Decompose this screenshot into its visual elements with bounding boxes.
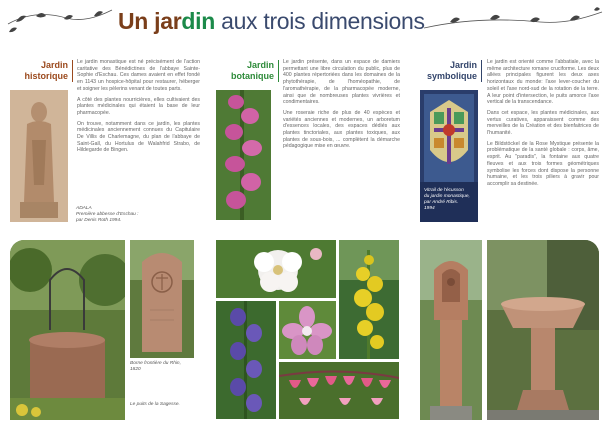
bildstockel-pillar-photo: [420, 240, 482, 420]
caption-adala: ADALA Première abbesse d'Eschau : par Denis Roth 1994.: [76, 206, 139, 223]
borne-stone-photo: [130, 240, 194, 358]
caption-puits: Le puits de la Sagesse.: [130, 402, 180, 407]
leaf-decoration-left-icon: [6, 4, 116, 38]
paradise-fountain-photo: [487, 240, 599, 420]
section-label-symbolique: Jardin symbolique: [426, 60, 477, 81]
white-flower-photo: [216, 240, 336, 298]
aconite-flower-photo: [216, 301, 276, 419]
divider-botanique: [278, 60, 279, 82]
pink-flower-photo: [279, 301, 336, 359]
mullein-flower-photo: [339, 240, 399, 359]
symbolique-text: Le jardin est orienté comme l'abbatiale, avec la même architecture romane cruciforme. Les deux allées principales figurent les deux axes horizontaux du monde: l'axe lever-coucher du soleil et l'axe nord-sud de la rotation de la terre. A leur point d'intersection, le puits amorce l'axe vertical de la transcendance. Dans cet espace, les plantes médicinales, aux vertus curatives, apparaissent comme des merveilles de la Création et des bienfaitrices de l'humanité. Le Bildstöckel de la Rose Mystique présente la problématique de la santé globale : corps, âme, esprit. Au "paradis", la fontaine aux quatre fleuves et aux trois formes géométriques symbolise les forces dont dispose la personne humaine, et les trois piliers à gravir pour accomplir sa destinée.: [487, 59, 599, 187]
caption-borne: Borne frontière du Rhin, 1820: [130, 361, 181, 372]
digitalis-flower-photo: [216, 90, 271, 220]
section-label-historique: Jardin historique: [24, 60, 68, 81]
section-label-botanique: Jardin botanique: [231, 60, 274, 81]
page-title: Un jardin aux trois dimensions: [118, 8, 425, 34]
botanique-text: Le jardin présente, dans un espace de damiers permettant une libre circulation du public, plus de 400 plantes répertoriées dans les domaines de la phytothérapie, de l'homéopathie, de l'aromathérapie, de la pharmacopée moderne, ainsi que de nombreuses plantes vivrières et condimentaires. Une roseraie riche de plus de 40 espèces et variétés anciennes et modernes, un arboretum d'essences locales, des espaces dédiés aux plantes tinctoriales, aux plantes toxiques, aux plantes de sous-bois, ... complètent la démarche pédagogique mise en œuvre.: [283, 59, 400, 150]
historique-text: Le jardin monastique est né précisément de l'action caritative des Bénédictines de l'abbaye Sainte-Sophie d'Eschau. Ces dames avaient en effet fondé en 1143 un hospice-hôpital pour restaurer, héberger et soigner les pèlerins venant de toutes parts. A côté des plantes nourricières, elles cultivaient des plantes médicinales qui étaient la base de leur pharmacopée. On trouve, notamment dans ce jardin, les plantes médicinales anciennement connues du Capitulaire De Villis de Charlemagne, du plan de l'abbaye de Saint-Gall, du Hortulus de Walahfrid Strabo, de Hildegarde de Bingen.: [77, 59, 200, 154]
divider-historique: [72, 60, 73, 82]
divider-symbolique: [481, 60, 482, 82]
leaf-decoration-right-icon: [420, 4, 605, 40]
well-of-wisdom-photo: [10, 240, 125, 420]
statue-adala-photo: [10, 90, 68, 222]
bleeding-heart-photo: [279, 362, 399, 419]
caption-vitrail: Vitrail de l'écusson du jardin monastique, par André Ribis. 1994: [424, 188, 470, 211]
